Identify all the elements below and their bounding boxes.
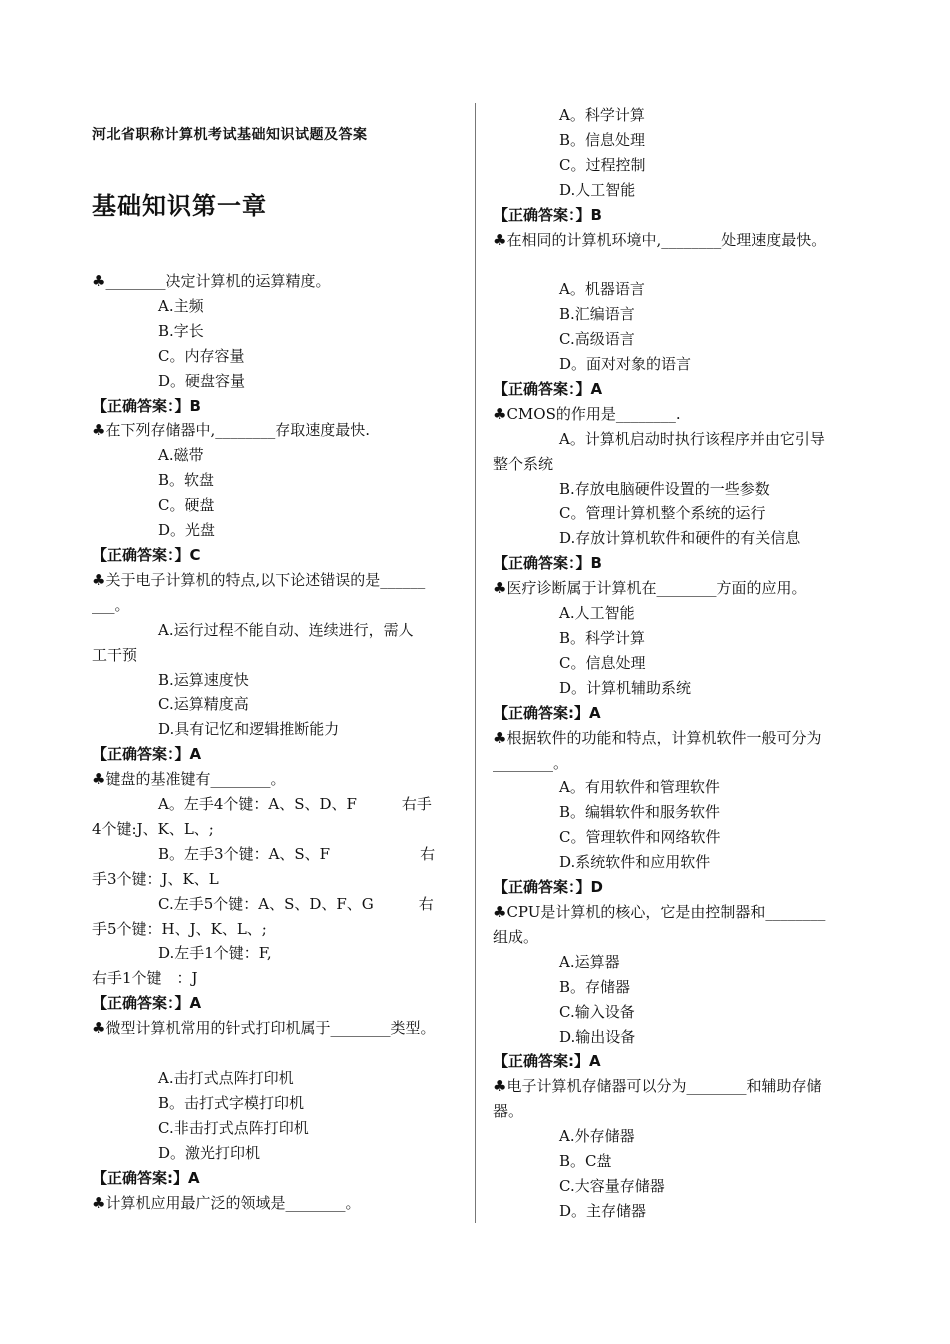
question-text: 手5个键：H、J、K、L、; bbox=[92, 919, 267, 938]
answer-option: D.人工智能 bbox=[559, 180, 636, 199]
blank-line bbox=[493, 252, 865, 277]
answer-option: B。左手3个键：A、S、F 右 bbox=[158, 844, 436, 863]
answer-option: B。存储器 bbox=[559, 977, 631, 996]
answer-option: D。主存储器 bbox=[559, 1201, 647, 1220]
answer-option: B.存放电脑硬件设置的一些参数 bbox=[559, 479, 770, 498]
question-text: 整个系统 bbox=[493, 454, 554, 473]
answer-option: B。击打式字模打印机 bbox=[158, 1093, 305, 1112]
correct-answer: 【正确答案：】B bbox=[493, 554, 602, 573]
correct-answer: 【正确答案：】B bbox=[493, 205, 602, 224]
answer-option: D.具有记忆和逻辑推断能力 bbox=[158, 720, 340, 739]
chapter-title: 基础知识第一章 bbox=[92, 192, 267, 220]
answer-option: D。硬盘容量 bbox=[158, 371, 246, 390]
question-text: ________。 bbox=[493, 753, 569, 772]
answer-option: A。计算机启动时执行该程序并由它引导 bbox=[559, 429, 825, 448]
answer-option: D。面对对象的语言 bbox=[559, 355, 692, 374]
question-text: 器。 bbox=[493, 1102, 524, 1121]
answer-option: B.运算速度快 bbox=[158, 670, 249, 689]
answer-option: C。内存容量 bbox=[158, 346, 245, 365]
question-text: ♣CMOS的作用是________. bbox=[493, 404, 681, 423]
answer-option: B。科学计算 bbox=[559, 629, 646, 648]
answer-option: C.大容量存储器 bbox=[559, 1176, 665, 1195]
question-text: 右手1个键 ：J bbox=[92, 969, 198, 988]
answer-option: C.左手5个键：A、S、D、F、G 右 bbox=[158, 894, 434, 913]
correct-answer: 【正确答案：】D bbox=[493, 878, 603, 897]
answer-option: D。激光打印机 bbox=[158, 1143, 261, 1162]
question-text: 组成。 bbox=[493, 927, 539, 946]
answer-option: A.主频 bbox=[158, 296, 204, 315]
right-column bbox=[493, 103, 865, 1224]
answer-option: C。管理软件和网络软件 bbox=[559, 828, 721, 847]
question-text: ♣在下列存储器中,________存取速度最快. bbox=[92, 421, 370, 440]
correct-answer: 【正确答案：】A bbox=[92, 745, 202, 764]
question-text: 手3个键：J、K、L bbox=[92, 869, 219, 888]
answer-option: B。软盘 bbox=[158, 471, 215, 490]
answer-option: B。信息处理 bbox=[559, 130, 646, 149]
question-text: ♣________决定计算机的运算精度。 bbox=[92, 272, 331, 290]
question-text: ♣计算机应用最广泛的领域是________。 bbox=[92, 1193, 361, 1212]
answer-option: C.高级语言 bbox=[559, 330, 635, 349]
question-text: ___。 bbox=[92, 595, 130, 614]
answer-option: C.输入设备 bbox=[559, 1002, 635, 1021]
question-text: ♣关于电子计算机的特点,以下论述错误的是______ bbox=[92, 570, 426, 589]
question-text: ♣微型计算机常用的针式打印机属于________类型。 bbox=[92, 1019, 436, 1038]
question-text: ♣电子计算机存储器可以分为________和辅助存储 bbox=[493, 1077, 822, 1096]
answer-option: B.汇编语言 bbox=[559, 305, 635, 324]
question-text: 工干预 bbox=[92, 645, 138, 664]
answer-option: A。有用软件和管理软件 bbox=[559, 778, 720, 797]
correct-answer: 【正确答案：】B bbox=[92, 396, 201, 415]
answer-option: C。信息处理 bbox=[559, 653, 646, 672]
answer-option: A.磁带 bbox=[158, 446, 204, 465]
blank-line bbox=[92, 1041, 468, 1066]
answer-option: C.非击打式点阵打印机 bbox=[158, 1118, 309, 1137]
answer-option: C。过程控制 bbox=[559, 155, 646, 174]
question-text: ♣在相同的计算机环境中,________处理速度最快。 bbox=[493, 230, 827, 249]
answer-option: D.系统软件和应用软件 bbox=[559, 853, 711, 872]
left-column bbox=[92, 269, 468, 1215]
correct-answer: 【正确答案：】C bbox=[92, 545, 201, 564]
answer-option: D。计算机辅助系统 bbox=[559, 678, 692, 697]
answer-option: A。左手4个键：A、S、D、F 右手 bbox=[158, 795, 432, 814]
question-text: ♣键盘的基准键有________。 bbox=[92, 770, 286, 789]
answer-option: D.存放计算机软件和硬件的有关信息 bbox=[559, 529, 801, 548]
answer-option: A.人工智能 bbox=[559, 604, 635, 623]
answer-option: C.运算精度高 bbox=[158, 695, 249, 714]
answer-option: A。科学计算 bbox=[559, 106, 645, 124]
document-title: 河北省职称计算机考试基础知识试题及答案 bbox=[92, 127, 368, 143]
answer-option: D.输出设备 bbox=[559, 1027, 636, 1046]
answer-option: A.击打式点阵打印机 bbox=[158, 1068, 294, 1087]
answer-option: D。光盘 bbox=[158, 521, 216, 540]
answer-option: C。管理计算机整个系统的运行 bbox=[559, 504, 766, 523]
answer-option: C。硬盘 bbox=[158, 496, 215, 515]
correct-answer: 【正确答案:】A bbox=[92, 1168, 200, 1187]
question-text: 4个键:J、K、L、; bbox=[92, 819, 214, 838]
correct-answer: 【正确答案:】A bbox=[493, 703, 601, 722]
question-text: ♣根据软件的功能和特点，计算机软件一般可分为 bbox=[493, 728, 822, 747]
correct-answer: 【正确答案：】A bbox=[92, 994, 202, 1013]
answer-option: A。机器语言 bbox=[559, 280, 645, 299]
question-text: ♣CPU是计算机的核心，它是由控制器和________ bbox=[493, 902, 826, 921]
answer-option: B。编辑软件和服务软件 bbox=[559, 803, 721, 822]
answer-option: B。C盘 bbox=[559, 1152, 612, 1171]
answer-option: B.字长 bbox=[158, 321, 204, 340]
column-divider bbox=[475, 103, 476, 1223]
answer-option: A.外存储器 bbox=[559, 1127, 635, 1146]
answer-option: D.左手1个键：F, bbox=[158, 944, 272, 963]
answer-option: A.运算器 bbox=[559, 952, 620, 971]
answer-option: A.运行过程不能自动、连续进行，需人 bbox=[158, 620, 414, 639]
correct-answer: 【正确答案：】A bbox=[493, 379, 603, 398]
question-text: ♣医疗诊断属于计算机在________方面的应用。 bbox=[493, 579, 807, 598]
correct-answer: 【正确答案:】A bbox=[493, 1052, 601, 1071]
